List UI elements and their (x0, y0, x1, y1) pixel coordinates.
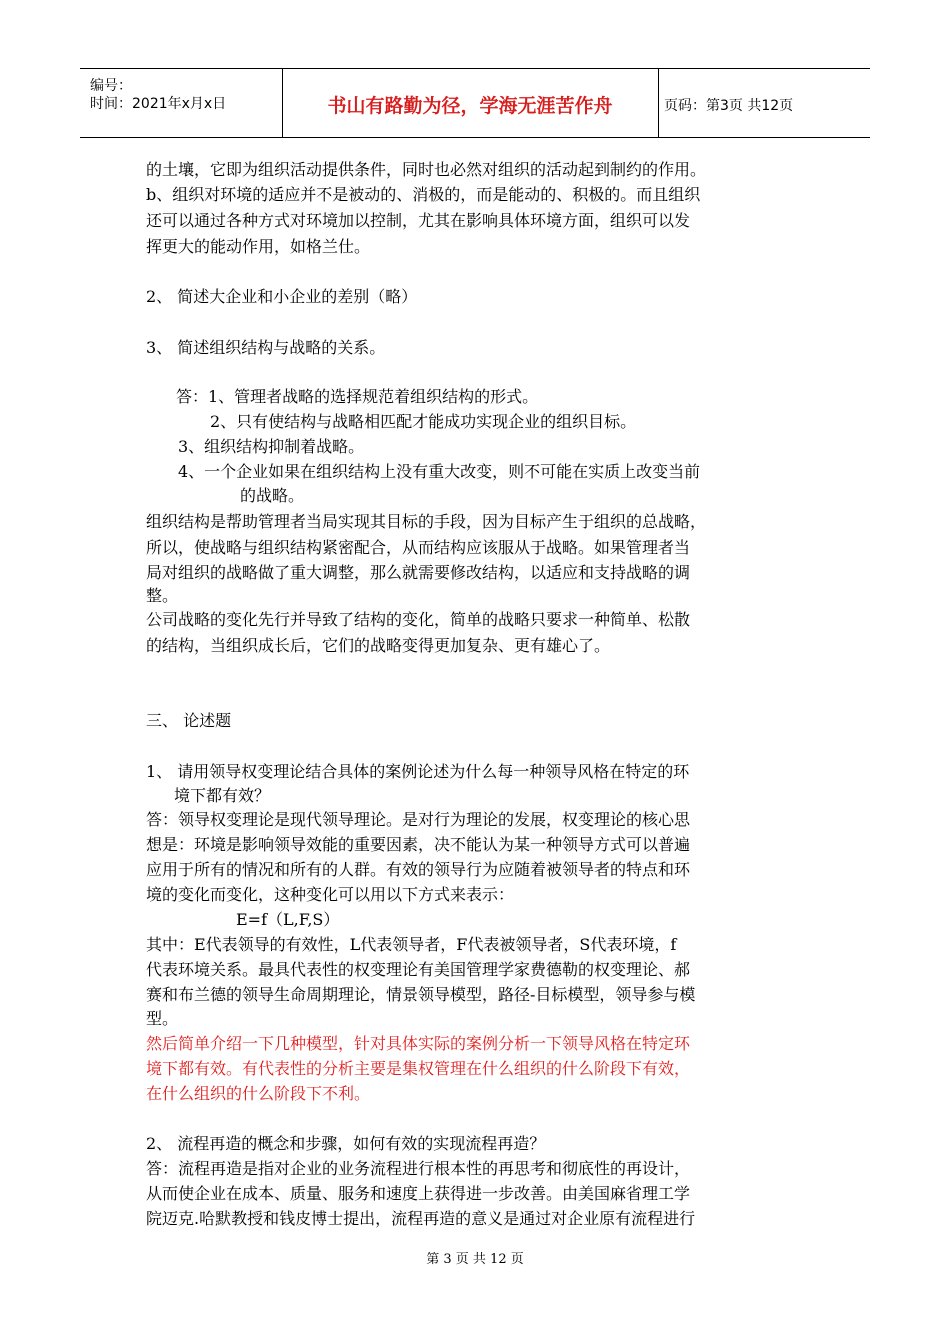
answer-line: 4、一个企业如果在组织结构上没有重大改变，则不可能在实质上改变当前 (178, 462, 701, 481)
body-line: 的土壤，它即为组织活动提供条件，同时也必然对组织的活动起到制约的作用。 (146, 160, 707, 179)
question-heading: 3、 简述组织结构与战略的关系。 (146, 338, 386, 357)
body-line: 型。 (146, 1009, 179, 1028)
question-heading: 境下都有效？ (174, 786, 271, 805)
header-page-number: 页码：第3页 共12页 (664, 98, 794, 114)
body-line: 答：领导权变理论是现代领导理论。是对行为理论的发展，权变理论的核心思 (146, 810, 691, 829)
header-info-cell (80, 69, 283, 137)
body-line: 答：流程再造是指对企业的业务流程进行根本性的再思考和彻底性的再设计， (146, 1159, 691, 1178)
body-line: 代表环境关系。最具代表性的权变理论有美国管理学家费德勒的权变理论、郝 (146, 960, 691, 979)
body-line: 组织结构是帮助管理者当局实现其目标的手段，因为目标产生于组织的总战略， (146, 512, 707, 531)
body-line: 局对组织的战略做了重大调整，那么就需要修改结构，以适应和支持战略的调 (146, 563, 691, 582)
header-motto: 书山有路勤为径，学海无涯苦作舟 (327, 95, 613, 117)
body-line: 院迈克.哈默教授和钱皮博士提出，流程再造的意义是通过对企业原有流程进行 (146, 1209, 696, 1228)
body-line: 境的变化而变化，这种变化可以用以下方式来表示： (146, 885, 515, 904)
body-line: 想是：环境是影响领导效能的重要因素，决不能认为某一种领导方式可以普遍 (146, 835, 691, 854)
document-date: 时间：2021年x月x日 (90, 96, 227, 112)
body-line: 从而使企业在成本、质量、服务和速度上获得进一步改善。由美国麻省理工学 (146, 1184, 691, 1203)
answer-line: 3、组织结构抑制着战略。 (178, 437, 365, 456)
highlighted-line: 在什么组织的什么阶段下不利。 (146, 1084, 371, 1103)
body-line: 应用于所有的情况和所有的人群。有效的领导行为应随着被领导者的特点和环 (146, 860, 691, 879)
body-line: 公司战略的变化先行并导致了结构的变化，简单的战略只要求一种简单、松散 (146, 610, 691, 629)
body-line: 赛和布兰德的领导生命周期理论，情景领导模型，路径-目标模型，领导参与模 (146, 985, 696, 1004)
body-line: 整。 (146, 586, 179, 605)
body-line: 所以，使战略与组织结构紧密配合，从而结构应该服从于战略。如果管理者当 (146, 538, 691, 557)
page-header (80, 68, 870, 138)
highlighted-line: 境下都有效。有代表性的分析主要是集权管理在什么组织的什么阶段下有效， (146, 1059, 691, 1078)
question-heading: 2、 流程再造的概念和步骤，如何有效的实现流程再造？ (146, 1134, 546, 1153)
answer-line: 答：1、管理者战略的选择规范着组织结构的形式。 (176, 387, 539, 406)
body-line: 还可以通过各种方式对环境加以控制，尤其在影响具体环境方面，组织可以发 (146, 211, 691, 230)
body-line: 挥更大的能动作用，如格兰仕。 (146, 237, 371, 256)
body-line: 其中：E代表领导的有效性，L代表领导者，F代表被领导者，S代表环境，f (146, 935, 677, 954)
formula: E=f（L,F,S） (236, 910, 340, 929)
body-line: 的结构，当组织成长后，它们的战略变得更加复杂、更有雄心了。 (146, 636, 611, 655)
document-number: 编号： (90, 78, 132, 94)
highlighted-line: 然后简单介绍一下几种模型，针对具体实际的案例分析一下领导风格在特定环 (146, 1034, 691, 1053)
page-footer: 第 3 页 共 12 页 (426, 1252, 524, 1267)
question-heading: 1、 请用领导权变理论结合具体的案例论述为什么每一种领导风格在特定的环 (146, 762, 690, 781)
question-heading: 2、 简述大企业和小企业的差别（略） (146, 287, 418, 306)
section-heading: 三、 论述题 (146, 711, 232, 730)
answer-line: 的战略。 (240, 486, 305, 505)
answer-line: 2、只有使结构与战略相匹配才能成功实现企业的组织目标。 (210, 412, 637, 431)
body-line: b、组织对环境的适应并不是被动的、消极的，而是能动的、积极的。而且组织 (146, 185, 701, 204)
